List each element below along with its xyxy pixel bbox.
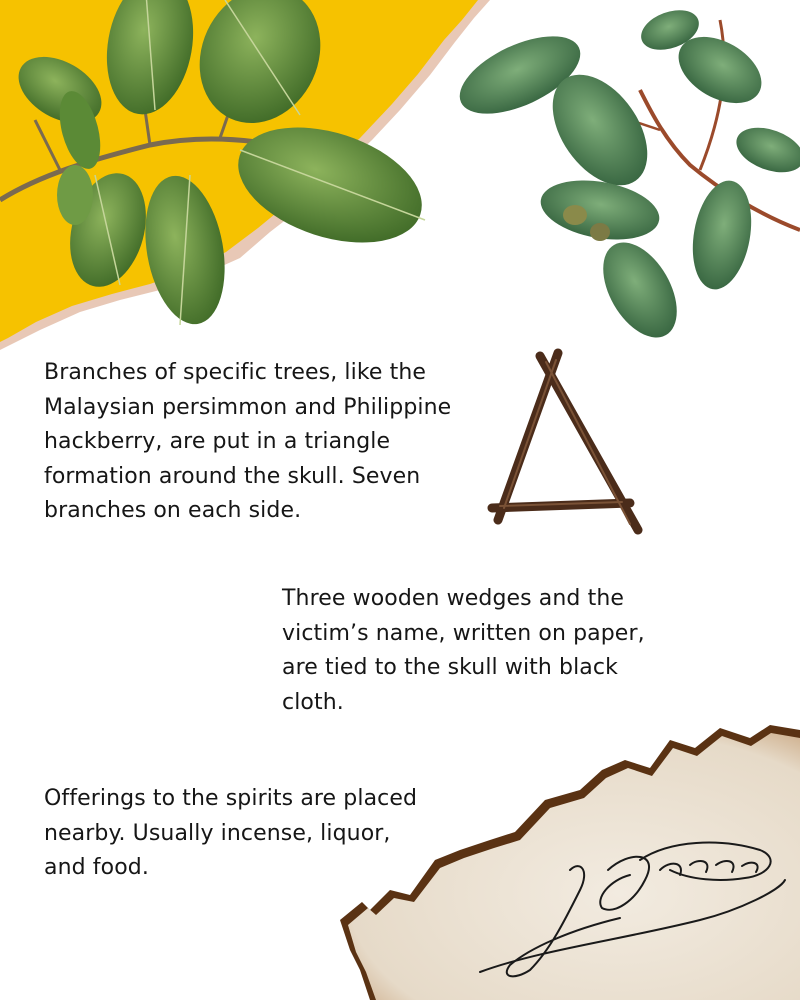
burnt-paper-signature [340,720,800,1000]
hackberry-leaf-branch-illustration [448,3,800,350]
top-leaf-collage [0,0,800,360]
paragraph-offerings: Offerings to the spirits are placed nearby. Usually incense, liquor, and food. [44,786,418,880]
paragraph-branches: Branches of specific trees, like the Malaysian persimmon and Philippine hackberry, are put in a triangle formation around the skull. Seven branches on each side. [44,360,452,523]
paragraph-wedges: Three wooden wedges and the victim’s name, written on paper, are tied to the skull with black cloth. [282,586,645,715]
twig-triangle-icon [480,348,650,543]
